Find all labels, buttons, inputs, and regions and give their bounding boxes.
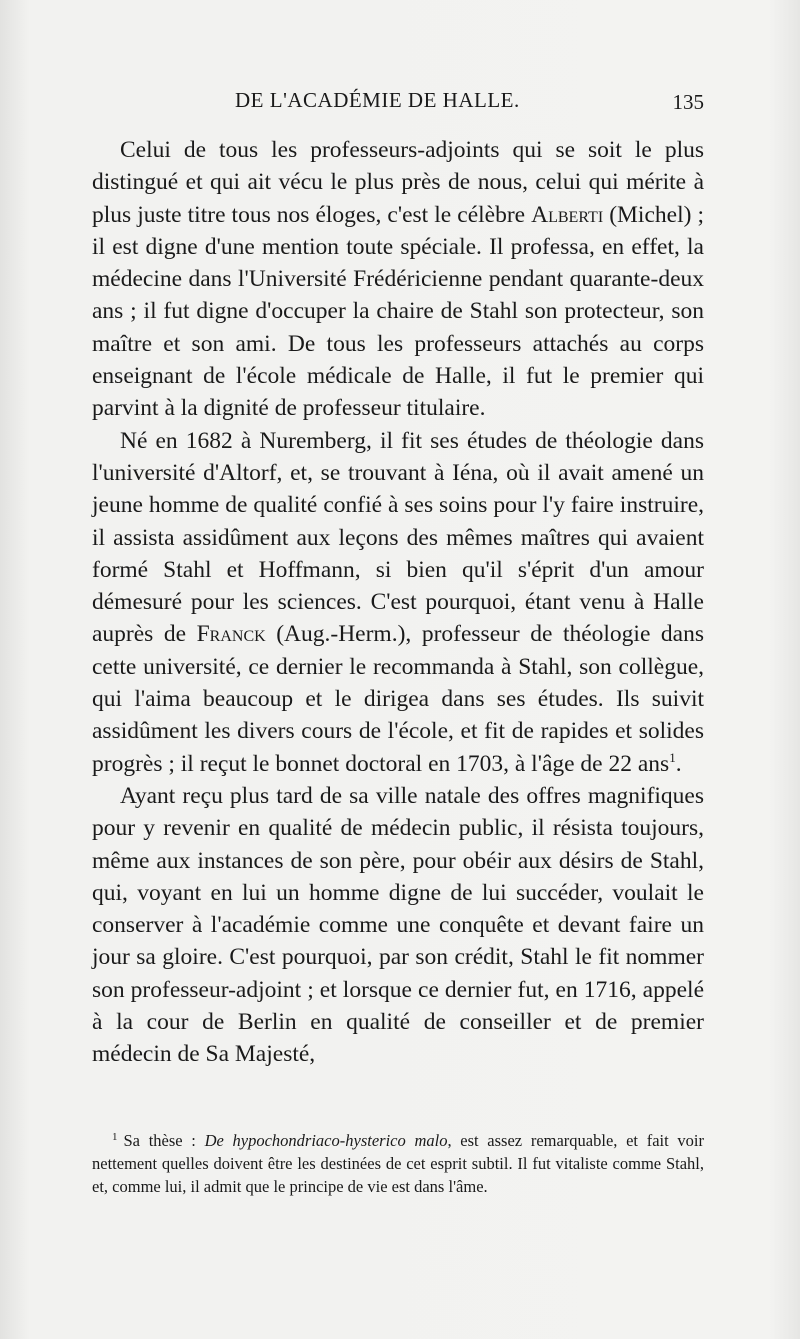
footnote-thesis-title: De hypochondriaco-hysterico malo (204, 1131, 448, 1150)
footnote (92, 1129, 704, 1199)
main-text (92, 134, 704, 1071)
person-name-franck: Franck (196, 621, 266, 648)
text-run: Ayant reçu plus tard de sa ville natale des offres magnifiques pour y revenir en qualité de médecin public, il résista toujours, même aux instances de son père, pour obéir aux désirs de Stahl, qui, voyant en lui un homme digne de lui succéder, voulait le conserver à l'académie comme une conquête et devant faire un jour sa gloire. C'est pourquoi, par son crédit, Stahl le fit nommer son professeur-adjoint ; et lorsque ce dernier fut, en 1716, appelé à la cour de Berlin en qualité de conseiller et de premier médecin de Sa Majesté, (92, 782, 704, 1068)
paragraph (92, 425, 704, 780)
footnotes (92, 1129, 704, 1199)
text-run: Né en 1682 à Nuremberg, il fit ses études de théologie dans l'université d'Altorf, et, se trouvant à Iéna, où il avait amené un jeune homme de qualité confié à ses soins pour l'y faire instruire, il assista assidûment aux leçons des mêmes maîtres qui avaient formé Stahl et Hoffmann, si bien qu'il s'éprit d'un amour démesuré pour les sciences. C'est pourquoi, étant venu à Halle auprès de (92, 427, 704, 648)
paragraph (92, 780, 704, 1071)
footnote-reference[interactable]: 1 (669, 749, 676, 765)
text-run: (Aug.-Herm.), professeur de théologie dans cette université, ce dernier le recommanda à Stahl, son collègue, qui l'aima beaucoup et le dirigea dans ses études. Ils suivit assidûment les divers cours de l'école, et fit de rapides et solides progrès ; il reçut le bonnet doctoral en 1703, à l'âge de 22 ans (92, 621, 705, 777)
text-run: Celui de tous les professeurs-adjoints qui se soit le plus distingué et qui ait vécu le plus près de nous, celui qui mérite à plus juste titre tous nos éloges, c'est le célèbre (92, 137, 704, 228)
page-number: 135 (672, 90, 704, 114)
footnote-lead: Sa thèse : (123, 1131, 205, 1150)
text-run: . (675, 750, 682, 777)
footnote-text: , est assez remarquable, et fait voir nettement quelles doivent être les destinées de cet esprit subtil. Il fut vitaliste comme Stahl, et, comme lui, il admit que le principe de vie est dans l'âme. (92, 1131, 704, 1197)
page-header (92, 88, 704, 118)
text-run: (Michel) ; il est digne d'une mention toute spéciale. Il professa, en effet, la médecine dans l'Université Frédéricienne pendant quarante-deux ans ; il fut digne d'occuper la chaire de Stahl son protecteur, son maître et son ami. De tous les professeurs attachés au corps enseignant de l'école médicale de Halle, il fut le premier qui parvint à la dignité de professeur titulaire. (92, 201, 705, 422)
footnote-mark: 1 (112, 1130, 118, 1143)
paragraph (92, 134, 704, 425)
running-head: DE L'ACADÉMIE DE HALLE. (235, 88, 520, 112)
person-name-alberti: Alberti (531, 201, 604, 228)
